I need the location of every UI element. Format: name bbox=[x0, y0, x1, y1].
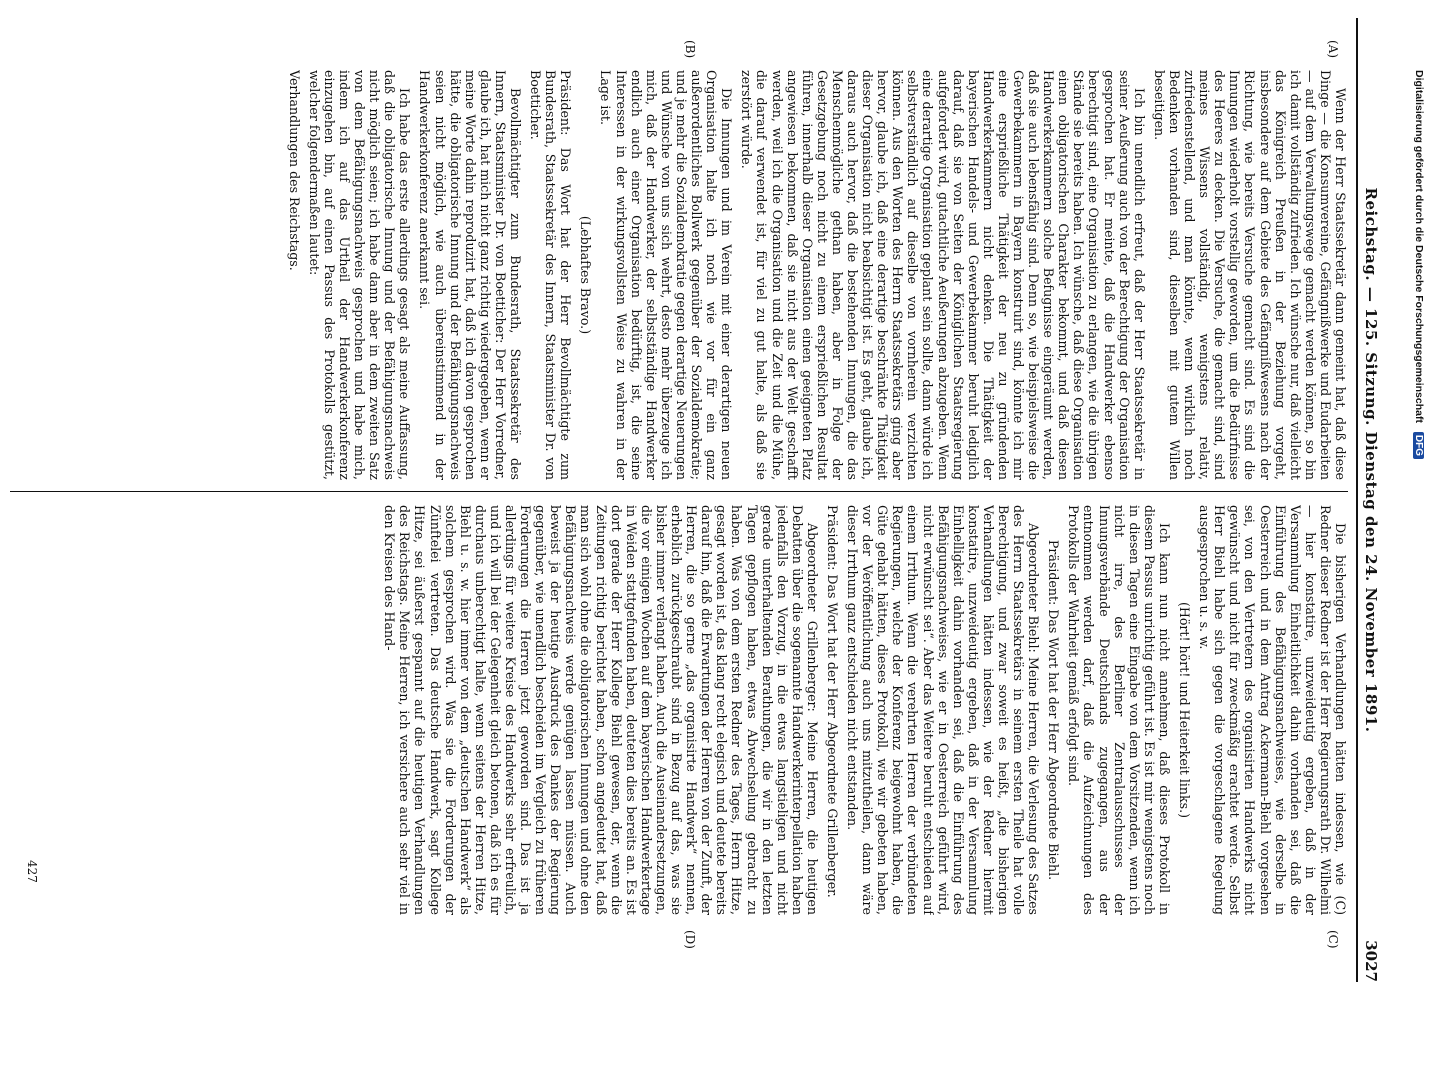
column-divider bbox=[10, 491, 1348, 492]
paragraph: Die Innungen und im Verein mit einer derartigen neuen Organisation halte ich noch wie vor für ein ganz außerordentliches Bollwerk gegenüber der Sozialdemokratie; und je mehr die Sozialdemokratie gegen derartige Neuerungen und Wünsche von uns sich wehrt, desto mehr überzeuge ich mich, daß der Handwerker, der selbstständige Handwerker endlich auch einer Organisation bedürftig, ist, die seine Interessen in der wirkungsvollsten Weise zu wahren in der Lage ist. bbox=[598, 70, 735, 480]
running-head: Reichstag. — 125. Sitzung. Dienstag den 24. November 1891. bbox=[1362, 187, 1380, 733]
margin-marker-c: (C) bbox=[1326, 930, 1340, 949]
paragraph: (Lebhaftes Bravo.) bbox=[578, 215, 594, 335]
dfg-logo: DFG bbox=[1413, 432, 1424, 459]
paragraph: Wenn der Herr Staatssekretär dann gemeint hat, daß diese Dinge — die Konsumvereine, Gefängnißwerke und Eudarbeiten — auf dem Verwaltungswege gemacht werden können, so bin ich damit vollständig zufrieden. Ich wünsche nur, daß vielleicht das Königreich Preußen in der Beziehung vorgeht, insbesondere auf dem Gebiete des Gefängnißwesens nach der Richtung, wie bereits Versuche gemacht sind. Es sind die Innungen wiederholt vorstellig geworden, um die Bedürfnisse des Heeres zu decken. Die Versuche, die gemacht sind, sind meines Wissens vollständig, wenigstens relativ, zufriedenstellend, und man könnte, wenn wirklich noch Bedenken vorhanden sind, dieselben mit gutem Willen beseitigen. bbox=[1151, 70, 1348, 480]
paragraph: Ich habe das erste allerdings gesagt als meine Auffassung, daß die obligatorische Innung und der Befähigungsnachweis nicht möglich seien; ich habe dann aber in dem zweiten Satz von dem Befähigungsnachweis gesprochen und habe mich, indem ich auf das Urtheil der Handwerkerkonferenz einzugehen bin, auf einen Passus des Protokolls gestützt, welcher folgendermaßen lautet: bbox=[306, 70, 413, 480]
paragraph: Verhandlungen des Reichstags. bbox=[286, 70, 302, 271]
paragraph: Präsident: Das Wort hat der Herr Bevollmächtigte zum Bundesrath, Staatssekretär des Innern, Staatsminister Dr. von Boetticher. bbox=[528, 70, 574, 480]
text-column-right bbox=[10, 505, 1348, 915]
paragraph: Die bisherigen Verhandlungen hätten indessen, wie (C) Redner dieser Redner ist der Herr Regierungsrath Dr. Wilhelmi — hier konstatire, unzweideutig ergeben, daß in der Versammlung Einheitlichkeit dahin vorhanden sei, daß die Einführung des Befähigungsnachweises, wie derselbe in Oesterreich und in dem Antrag Ackermann-Biehl vorgesehen sei, von den Vertretern des organisirten Handwerks nicht gewünscht und nicht für zweckmäßig erachtet werde. Selbst Herr Biehl habe sich gegen die vorgeschlagene Regelung ausgesprochen u. s. w. bbox=[1197, 505, 1348, 915]
paragraph: Abgeordneter Biehl: Meine Herren, die Verlesung des Satzes des Herrn Staatssekretärs in seinem ersten Theile hat volle Berechtigung, und zwar soweit es heißt, „die bisherigen Verhandlungen hätten indessen, wie der Redner hiermit konstatire, unzweideutig ergeben, daß in der Versammlung Einhelligkeit dahin vorhanden sei, daß die Einführung des Befähigungsnachweises, wie er in Oesterreich geführt wird, nicht erwünscht sei“. Aber das Weitere beruht entschieden auf einem Irrthum. Wenn die verehrten Herren der verbündeten Regierungen, welche der Konferenz beigewohnt haben, die Güte gehabt hätten, dieses Protokoll, wie wir gebeten haben, vor der Veröffentlichung auch uns mitzutheilen, dann wäre dieser Irrthum ganz entschieden nicht entstanden. bbox=[845, 505, 1042, 915]
margin-marker-d: (D) bbox=[683, 930, 697, 949]
paragraph: Präsident: Das Wort hat der Herr Abgeordnete Grillenberger. bbox=[825, 505, 840, 898]
paragraph: Ich kann nun nicht annehmen, daß dieses Protokoll in diesem Passus unrichtig geführt ist. Es ist mir wenigstens noch in diesen Tagen eine Eingabe von dem Vorsitzenden, wenn ich nicht irre, des Berliner Zentralausschusses der Innungsverbände Deutschlands zugegangen, aus der entnommen werden darf, daß die Aufzeichnungen des Protokolls der Wahrheit gemäß erfolgt sind. bbox=[1066, 505, 1172, 915]
paragraph: Abgeordneter Grillenberger: Meine Herren, die heutigen Debatten über die sogenannte Handwerkerinterpellation haben jedenfalls den Vorzug, in die etwas langstieligen und nicht gerade unterhaltenden Berathungen, die wir in den letzten Tagen gepflogen haben, etwas Abwechselung gebracht zu haben. Was von dem ersten Redner des Tages, Herrn Hitze, gesagt worden ist, das klang recht elegisch und deutete bereits darauf hin, daß die Erwartungen der Herren von der Zunft, der Herren, die so gerne „das organisirte Handwerk“ nennen, erheblich zurückgeschraubt sind in Bezug auf das, was sie bisher immer verlangt haben. Auch die Auseinandersetzungen, die vor einigen Wochen auf dem bayerischen Handwerkertage in Weiden stattgefunden haben, deuteten dies bereits an. Es ist dort gerade der Herr Kollege Biehl gewesen, der, wenn die Zeitungen richtig berichtet haben, schon angedeutet hat, daß man sich wohl ohne die obligatorischen Innungen und ohne den Befähigungsnachweis werde genügen lassen müssen. Auch beweist ja der heutige Ausdruck des Dankes der Regierung gegenüber, wie unendlich bescheiden im Vergleich zu früheren Forderungen die Herren jetzt geworden sind. Das ist ja allerdings für weitere Kreise des Handwerks sehr erfreulich, und ich will bei der Gelegenheit gleich betonen, daß ich es für durchaus unberechtigt halte, wenn seitens der Herren Hitze, Biehl u. s. w. hier immer von dem „deutschen Handwerk“ als solchem gesprochen wird. Was sie die Forderungen der Zünftelei vertreten. Das deutsche Handwerk, sagt Kollege Hitze, sei äußerst gespannt auf die heutigen Verhandlungen des Reichstags. Meine Herren, ich versichere auch sehr viel in den Kreisen des Hand- bbox=[382, 505, 820, 915]
page-number: 3027 bbox=[1362, 940, 1380, 982]
paragraph: Präsident: Das Wort hat der Herr Abgeordnete Biehl. bbox=[1046, 539, 1062, 881]
paragraph: (Hört! hört! und Heiterkeit links.) bbox=[1177, 601, 1193, 819]
credit-text: Digitalisierung gefördert durch die Deutsche Forschungsgemeinschaft bbox=[1413, 70, 1425, 423]
margin-marker-b: (B) bbox=[683, 40, 697, 59]
paragraph: Bevollmächtigter zum Bundesrath, Staatssekretär des Innern, Staatsminister Dr. von Boetticher: Der Herr Vorredner, glaube ich, hat mich nicht ganz richtig wiedergegeben, wenn er meine Worte dahin reproduzirt hat, daß ich davon gesprochen hätte, die obligatorische Innung und der Befähigungsnachweis seien nicht möglich, wie auch übereinstimmend in der Handwerkerkonferenz anerkannt sei. bbox=[417, 70, 524, 480]
page-header bbox=[1356, 18, 1392, 982]
margin-marker-a: (A) bbox=[1326, 40, 1340, 59]
paragraph: Ich bin unendlich erfreut, daß der Herr Staatssekretär in seiner Aeußerung auch von der Berechtigung der Organisation gesprochen hat. Er meinte, daß die Handwerker ebenso berechtigt sind, eine Organisation zu erlangen, wie die übrigen Stände sie bereits haben. Ich wünsche, daß diese Organisation einen obligatorischen Charakter bekommt, und daß diesen Handwerkerkammern solche Befugnisse eingeräumt werden, daß sie auch lebensfähig sind. Denn so, wie beispielsweise die Gewerbekammern in Bayern konstruirt sind, könnte ich mir eine ersprießliche Thätigkeit der neu zu gründenden Handwerkerkammern nicht denken. Die Thätigkeit der bayerischen Handels- und Gewerbekammer beruht lediglich darauf, daß sie von Seiten der Königlichen Staatsregierung aufgefordert wird, gutachtliche Aeußerungen abzugeben. Wenn eine derartige Organisation geplant sein sollte, dann würde ich selbstverständlich auf dieselbe von vornherein verzichten können. Aus den Worten des Herrn Staatssekretärs ging aber hervor, glaube ich, daß eine derartige beschränkte Thätigkeit dieser Organisation nicht beabsichtigt ist. Es geht, glaube ich, daraus auch hervor, daß die bestehenden Innungen, die das Menschenmögliche gethan haben, aber in Folge der Gesetzgebung noch nicht zu einem ersprießlichen Resultat führen, innerhalb dieser Organisation einen geeigneten Platz angewiesen bekommen, daß sie nicht aus der Welt geschafft werden, weil ich die Organisation und die Zeit und die Mühe, die darauf verwendet ist, für viel zu gut halte, als daß sie zerstört würde. bbox=[739, 70, 1147, 480]
sheet-number: 427 bbox=[25, 860, 39, 883]
digitization-credit bbox=[1403, 0, 1427, 1000]
text-column-left bbox=[10, 70, 1348, 480]
